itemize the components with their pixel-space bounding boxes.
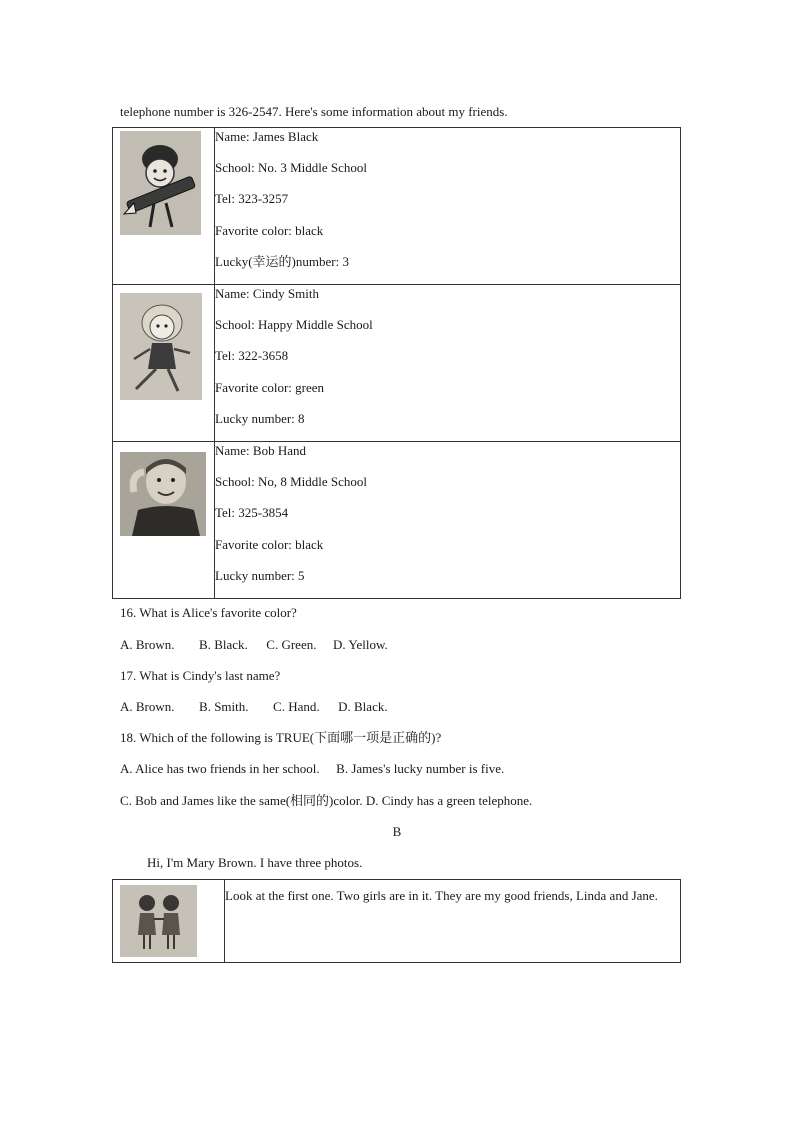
table-row [113, 441, 681, 598]
friend-tel: Tel: 325-3854 [215, 505, 289, 521]
friend-school: School: No. 3 Middle School [215, 160, 368, 176]
friend-info [215, 285, 681, 442]
table-row [113, 880, 681, 963]
option: C. Green. [266, 637, 317, 652]
intro-text: telephone number is 326-2547. Here's some information about my friends. [120, 104, 508, 119]
friend-tel: Tel: 322-3658 [215, 348, 289, 364]
two-girls-photo-icon [120, 885, 197, 957]
option: A. Alice has two friends in her school. [120, 761, 320, 776]
cartoon-boy-with-pencil-icon [120, 131, 201, 235]
friend-lucky: Lucky number: 8 [215, 410, 305, 426]
option: B. James's lucky number is five. [336, 761, 505, 776]
photo-cell [113, 128, 215, 285]
option: B. Smith. [199, 699, 249, 714]
question-18-options-ab [120, 761, 504, 777]
option: A. Brown. [120, 699, 175, 714]
cartoon-girl-icon [120, 293, 202, 400]
friend-school: School: No, 8 Middle School [215, 474, 368, 490]
friends-table [112, 127, 681, 599]
question-16: 16. What is Alice's favorite color? [120, 605, 297, 620]
friend-color: Favorite color: black [215, 222, 324, 238]
friend-tel: Tel: 323-3257 [215, 191, 289, 207]
option: C. Hand. [273, 699, 320, 714]
question-18-options-cd: C. Bob and James like the same(相同的)color. D. Cindy has a green telephone. [120, 793, 533, 808]
question-16-options [120, 637, 388, 653]
boy-photo-icon [120, 452, 206, 536]
photos-table [112, 879, 681, 963]
friend-name: Name: James Black [215, 129, 319, 144]
option: D. Black. [338, 699, 388, 714]
option: D. Yellow. [332, 637, 388, 652]
friend-lucky: Lucky number: 5 [215, 567, 305, 583]
photo-cell [113, 880, 225, 963]
photo-cell [113, 441, 215, 598]
question-18: 18. Which of the following is TRUE(下面哪一项是正确的)? [120, 730, 442, 745]
section-heading-b: B [392, 824, 402, 839]
question-17: 17. What is Cindy's last name? [120, 668, 281, 683]
table-row [113, 128, 681, 285]
friend-name: Name: Cindy Smith [215, 286, 319, 301]
section-b-intro: Hi, I'm Mary Brown. I have three photos. [147, 855, 363, 870]
friend-school: School: Happy Middle School [215, 317, 373, 333]
friend-name: Name: Bob Hand [215, 442, 306, 458]
friend-color: Favorite color: green [215, 379, 325, 395]
table-row [113, 285, 681, 442]
friend-info [215, 441, 681, 598]
question-17-options [120, 699, 388, 715]
friend-lucky: Lucky(幸运的)number: 3 [215, 253, 349, 269]
photo-cell [113, 285, 215, 442]
option: A. Brown. [120, 637, 175, 652]
friend-info [215, 128, 681, 285]
photo-description: Look at the first one. Two girls are in it. They are my good friends, Linda and Jane. [225, 880, 681, 963]
option: B. Black. [199, 637, 248, 652]
friend-color: Favorite color: black [215, 536, 324, 552]
